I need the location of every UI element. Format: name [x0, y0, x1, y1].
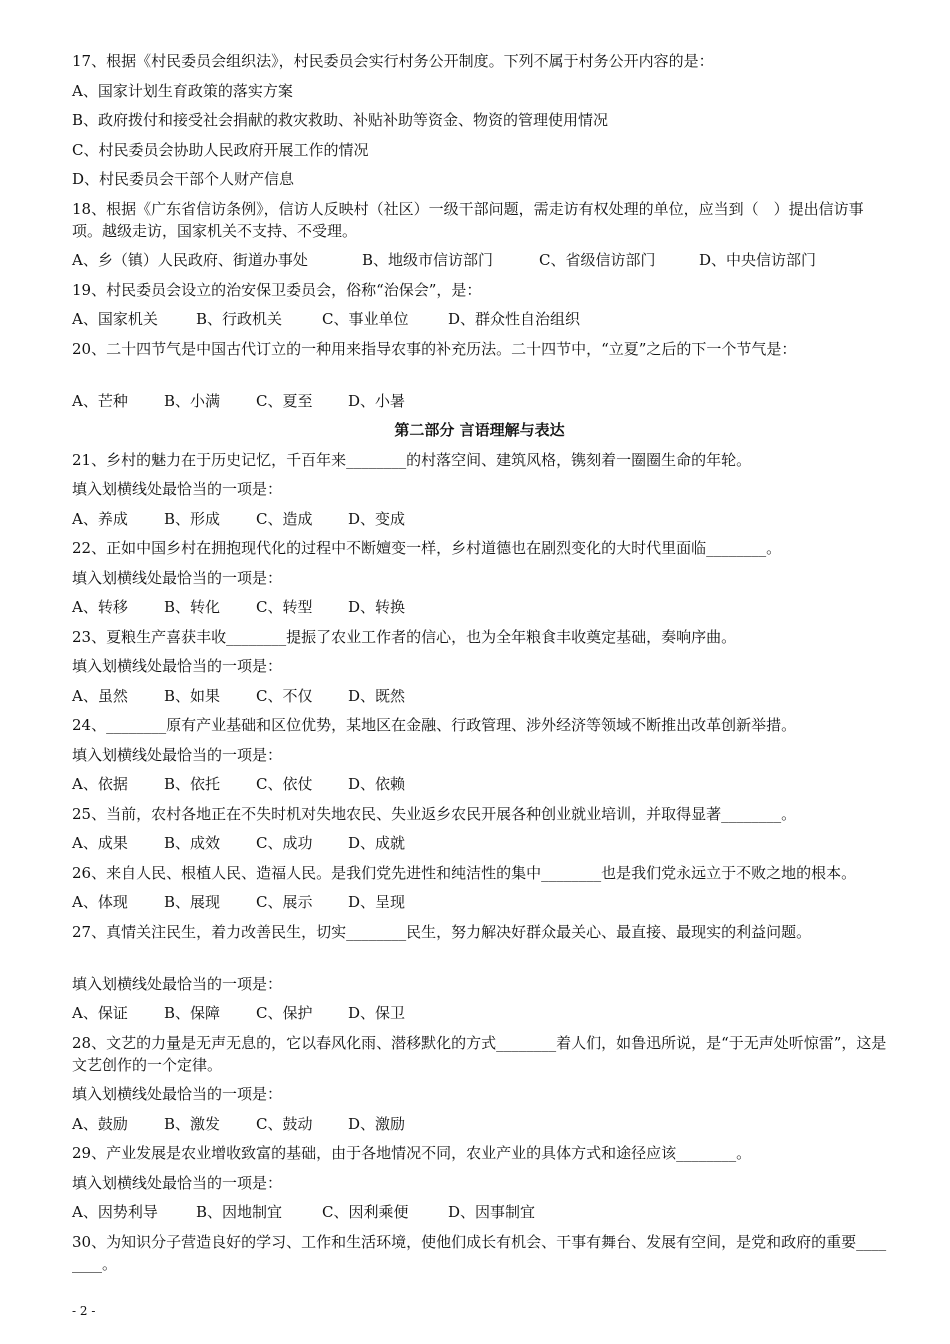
exam-page — [72, 50, 887, 1282]
question-25-option-d: D、成就 — [348, 834, 406, 852]
question-26-option-c: C、展示 — [256, 893, 313, 911]
question-18-option-c: C、省级信访部门 — [539, 251, 656, 269]
question-23-options — [72, 685, 887, 707]
question-18-option-d: D、中央信访部门 — [699, 251, 817, 269]
question-20-option-c: C、夏至 — [256, 391, 313, 410]
question-22-prompt: 填入划横线处最恰当的一项是： — [72, 568, 283, 587]
question-28-option-c: C、鼓动 — [256, 1114, 313, 1133]
question-23-stem: 23、夏粮生产喜获丰收________提振了农业工作者的信心，也为全年粮食丰收奠定基础，奏响序曲。 — [72, 627, 737, 646]
question-17-stem: 17、根据《村民委员会组织法》，村民委员会实行村务公开制度。下列不属于村务公开内容的是： — [72, 52, 714, 70]
question-19-options — [72, 308, 887, 330]
question-17-option-a: A、国家计划生育政策的落实方案 — [72, 81, 293, 100]
question-29-option-a: A、因势利导 — [72, 1203, 158, 1221]
question-18-option-a: A、乡（镇）人民政府、街道办事处 — [72, 251, 308, 269]
question-28-stem: 28、文艺的力量是无声无息的，它以春风化雨、潜移默化的方式________着人们，如鲁迅所说，是“于无声处听惊雷”，这是文艺创作的一个定律。 — [72, 1033, 887, 1074]
question-21-option-a: A、养成 — [72, 509, 128, 528]
question-27-option-c: C、保护 — [256, 1004, 313, 1022]
question-18-options — [72, 249, 887, 271]
question-21-stem: 21、乡村的魅力在于历史记忆，千百年来________的村落空间、建筑风格，镌刻着一圈圈生命的年轮。 — [72, 450, 752, 469]
question-18-stem: 18、根据《广东省信访条例》，信访人反映村（社区）一级干部问题，需走访有权处理的单位，应当到（ ）提出信访事项。越级走访，国家机关不支持、不受理。 — [72, 199, 864, 240]
question-17-option-b: B、政府拨付和接受社会捐献的救灾救助、补贴补助等资金、物资的管理使用情况 — [72, 111, 609, 129]
question-25-options — [72, 832, 887, 854]
question-29-stem: 29、产业发展是农业增收致富的基础，由于各地情况不同，农业产业的具体方式和途径应该________。 — [72, 1144, 752, 1162]
question-22-stem: 22、正如中国乡村在拥抱现代化的过程中不断嬗变一样，乡村道德也在剧烈变化的大时代里面临________。 — [72, 539, 782, 557]
question-30-stem: 30、为知识分子营造良好的学习、工作和生活环境，使他们成长有机会、干事有舞台、发展有空间，是党和政府的重要________。 — [72, 1232, 887, 1273]
question-24-stem: 24、________原有产业基础和区位优势，某地区在金融、行政管理、涉外经济等领域不断推出改革创新举措。 — [72, 716, 797, 734]
question-20-option-a: A、芒种 — [72, 391, 128, 410]
question-28-options — [72, 1113, 887, 1135]
question-23-option-b: B、如果 — [164, 686, 221, 705]
question-27-options — [72, 1002, 887, 1024]
page-number: - 2 - — [72, 1304, 96, 1318]
question-18-option-b: B、地级市信访部门 — [362, 251, 494, 269]
question-19-stem: 19、村民委员会设立的治安保卫委员会，俗称“治保会”，是： — [72, 280, 482, 299]
question-26-option-b: B、展现 — [164, 893, 221, 911]
question-28-option-d: D、激励 — [348, 1114, 406, 1133]
question-27-stem: 27、真情关注民生，着力改善民生，切实________民生，努力解决好群众最关心、最直接、最现实的利益问题。 — [72, 922, 812, 941]
question-25-option-b: B、成效 — [164, 834, 221, 852]
question-21-prompt: 填入划横线处最恰当的一项是： — [72, 480, 283, 498]
question-25-option-c: C、成功 — [256, 834, 313, 852]
question-19-option-a: A、国家机关 — [72, 310, 158, 328]
question-27-option-d: D、保卫 — [348, 1004, 406, 1022]
question-26-stem: 26、来自人民、根植人民、造福人民。是我们党先进性和纯洁性的集中________也是我们党永远立于不败之地的根本。 — [72, 863, 857, 882]
question-21-options — [72, 508, 887, 530]
question-24-option-c: C、依仗 — [256, 775, 313, 793]
question-17-option-d: D、村民委员会干部个人财产信息 — [72, 170, 295, 188]
question-20-option-d: D、小暑 — [348, 391, 406, 410]
question-22-option-d: D、转换 — [348, 598, 406, 616]
section-title: 第二部分 言语理解与表达 — [394, 421, 565, 439]
question-25-stem: 25、当前，农村各地正在不失时机对失地农民、失业返乡农民开展各种创业就业培训，并取得显著________。 — [72, 804, 797, 823]
question-26-option-d: D、呈现 — [348, 893, 406, 911]
question-19-option-d: D、群众性自治组织 — [448, 310, 581, 328]
question-25-option-a: A、成果 — [72, 834, 128, 852]
question-21-option-d: D、变成 — [348, 509, 406, 528]
question-27-option-a: A、保证 — [72, 1004, 128, 1022]
question-23-option-d: D、既然 — [348, 686, 406, 705]
question-20-options — [72, 390, 887, 412]
question-28-prompt: 填入划横线处最恰当的一项是： — [72, 1085, 283, 1103]
question-24-option-d: D、依赖 — [348, 775, 406, 793]
question-23-option-c: C、不仅 — [256, 686, 313, 705]
question-23-option-a: A、虽然 — [72, 686, 128, 705]
question-27-prompt: 填入划横线处最恰当的一项是： — [72, 974, 283, 993]
question-22-option-b: B、转化 — [164, 598, 221, 616]
question-22-option-a: A、转移 — [72, 598, 128, 616]
question-24-prompt: 填入划横线处最恰当的一项是： — [72, 745, 283, 764]
question-29-option-b: B、因地制宜 — [196, 1203, 283, 1221]
question-19-option-b: B、行政机关 — [196, 310, 283, 328]
question-17-option-c: C、村民委员会协助人民政府开展工作的情况 — [72, 140, 369, 159]
question-22-option-c: C、转型 — [256, 598, 313, 616]
question-20-option-b: B、小满 — [164, 391, 221, 410]
question-26-option-a: A、体现 — [72, 893, 128, 911]
question-28-option-b: B、激发 — [164, 1114, 221, 1133]
question-20-stem: 20、二十四节气是中国古代订立的一种用来指导农事的补充历法。二十四节中，“立夏”之后的下一个节气是： — [72, 339, 797, 358]
question-22-options — [72, 596, 887, 618]
question-28-option-a: A、鼓励 — [72, 1114, 128, 1133]
question-21-option-b: B、形成 — [164, 509, 221, 528]
question-29-option-c: C、因利乘便 — [322, 1203, 409, 1221]
question-29-prompt: 填入划横线处最恰当的一项是： — [72, 1173, 283, 1192]
question-19-option-c: C、事业单位 — [322, 310, 409, 328]
question-26-options — [72, 891, 887, 913]
question-24-option-a: A、依据 — [72, 775, 128, 793]
question-29-options — [72, 1201, 887, 1223]
question-24-option-b: B、依托 — [164, 775, 221, 793]
question-24-options — [72, 773, 887, 795]
question-27-option-b: B、保障 — [164, 1004, 221, 1022]
question-29-option-d: D、因事制宜 — [448, 1203, 536, 1221]
question-21-option-c: C、造成 — [256, 509, 313, 528]
question-23-prompt: 填入划横线处最恰当的一项是： — [72, 657, 283, 675]
